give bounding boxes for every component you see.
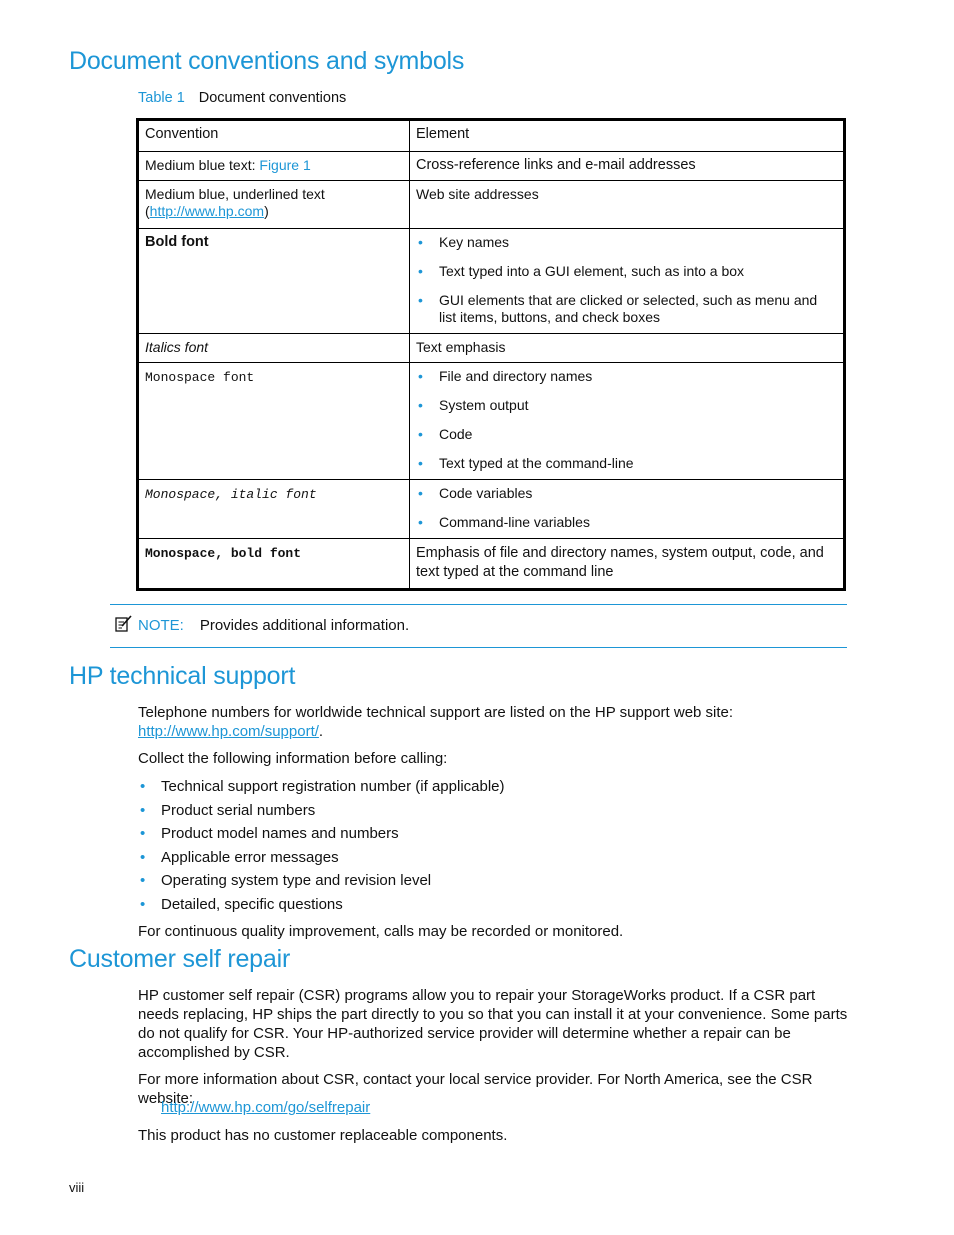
list-item: • Code	[416, 426, 837, 443]
paren-open: (	[145, 203, 150, 219]
convention-cell	[138, 152, 410, 181]
element-cell: Web site addresses	[410, 181, 845, 229]
convention-cell: Italics font	[138, 334, 410, 363]
element-cell: Emphasis of file and directory names, system output, code, and text typed at the command line	[410, 539, 845, 590]
list-item: • Applicable error messages	[138, 848, 505, 872]
table-caption	[138, 90, 346, 106]
support-link-suffix: .	[318, 723, 324, 740]
list-item: • Product serial numbers	[138, 801, 505, 825]
support-collect-text: Collect the following information before calling:	[138, 750, 448, 767]
element-cell: Text emphasis	[410, 334, 845, 363]
paren-close: )	[264, 203, 269, 219]
bullet-list	[416, 234, 837, 326]
support-intro-text: Telephone numbers for worldwide technical support are listed on the HP support web site:	[138, 704, 734, 721]
bullet-list	[416, 485, 837, 531]
hp-website-link[interactable]: http://www.hp.com	[149, 203, 265, 219]
element-cell	[410, 363, 845, 480]
list-item: • System output	[416, 397, 837, 414]
csr-paragraph-1: HP customer self repair (CSR) programs allow you to repair your StorageWorks product. If a CSR part needs replacing, HP ships the part directly to you so that you can install it at your convenience. Some parts do not qualify for CSR. Your HP-authorized service provider will determine whether a repair can be accomplished by CSR.	[138, 987, 848, 1061]
support-footer-text: For continuous quality improvement, calls may be recorded or monitored.	[138, 923, 624, 940]
element-cell: Cross-reference links and e-mail addresses	[410, 152, 845, 181]
list-item: • File and directory names	[416, 368, 837, 385]
csr-paragraph-2: For more information about CSR, contact your local service provider. For North America, see the CSR website:	[138, 1071, 813, 1107]
convention-text: Medium blue text:	[145, 157, 260, 173]
convention-text: Medium blue, underlined text	[145, 186, 325, 202]
section-heading-document-conventions: Document conventions and symbols	[69, 47, 465, 75]
table-row	[138, 363, 845, 480]
convention-cell	[138, 363, 410, 480]
convention-cell	[138, 539, 410, 590]
csr-paragraph-3: This product has no customer replaceable components.	[138, 1127, 508, 1144]
csr-link-paragraph	[161, 1098, 873, 1117]
note-icon	[114, 614, 138, 637]
table-row	[138, 539, 845, 590]
hp-support-link[interactable]: http://www.hp.com/support/	[138, 723, 319, 740]
list-item: • GUI elements that are clicked or selected, such as menu and list items, buttons, and check boxes	[416, 292, 837, 326]
table-row	[138, 334, 845, 363]
list-item: • Code variables	[416, 485, 837, 502]
convention-cell	[138, 181, 410, 229]
convention-cell: Bold font	[138, 229, 410, 334]
note-rule-bottom	[110, 647, 847, 648]
note-rule-top	[110, 604, 847, 605]
table-header-row	[138, 120, 845, 152]
list-item: • Command-line variables	[416, 514, 837, 531]
convention-cell	[138, 480, 410, 539]
note-block	[114, 614, 409, 637]
list-item: • Key names	[416, 234, 837, 251]
monospace-sample: Monospace font	[145, 370, 255, 385]
list-item: • Text typed into a GUI element, such as into a box	[416, 263, 837, 280]
note-text: Provides additional information.	[199, 617, 410, 634]
section-heading-customer-self-repair: Customer self repair	[69, 945, 291, 973]
header-convention: Convention	[138, 120, 410, 152]
list-item: • Detailed, specific questions	[138, 895, 505, 919]
section-heading-hp-support: HP technical support	[69, 662, 296, 690]
page-number: viii	[69, 1180, 85, 1195]
element-cell	[410, 480, 845, 539]
list-item: • Operating system type and revision level	[138, 871, 505, 895]
list-item: • Product model names and numbers	[138, 824, 505, 848]
header-element: Element	[410, 120, 845, 152]
conventions-table	[136, 118, 846, 591]
list-item: • Technical support registration number (if applicable)	[138, 777, 505, 801]
table-caption-title: Document conventions	[198, 90, 347, 106]
table-caption-label: Table 1	[138, 90, 185, 106]
table-row	[138, 152, 845, 181]
monospace-bold-sample: Monospace, bold font	[145, 546, 302, 561]
figure-xref-link[interactable]: Figure 1	[259, 157, 311, 173]
support-intro-paragraph	[138, 703, 850, 741]
table-row	[138, 480, 845, 539]
support-info-list	[138, 777, 505, 918]
table-row	[138, 181, 845, 229]
monospace-italic-sample: Monospace, italic font	[145, 487, 317, 502]
csr-website-link[interactable]: http://www.hp.com/go/selfrepair	[161, 1099, 371, 1116]
element-cell	[410, 229, 845, 334]
note-label: NOTE:	[138, 617, 184, 634]
table-row	[138, 229, 845, 334]
bullet-list	[416, 368, 837, 472]
list-item: • Text typed at the command-line	[416, 455, 837, 472]
